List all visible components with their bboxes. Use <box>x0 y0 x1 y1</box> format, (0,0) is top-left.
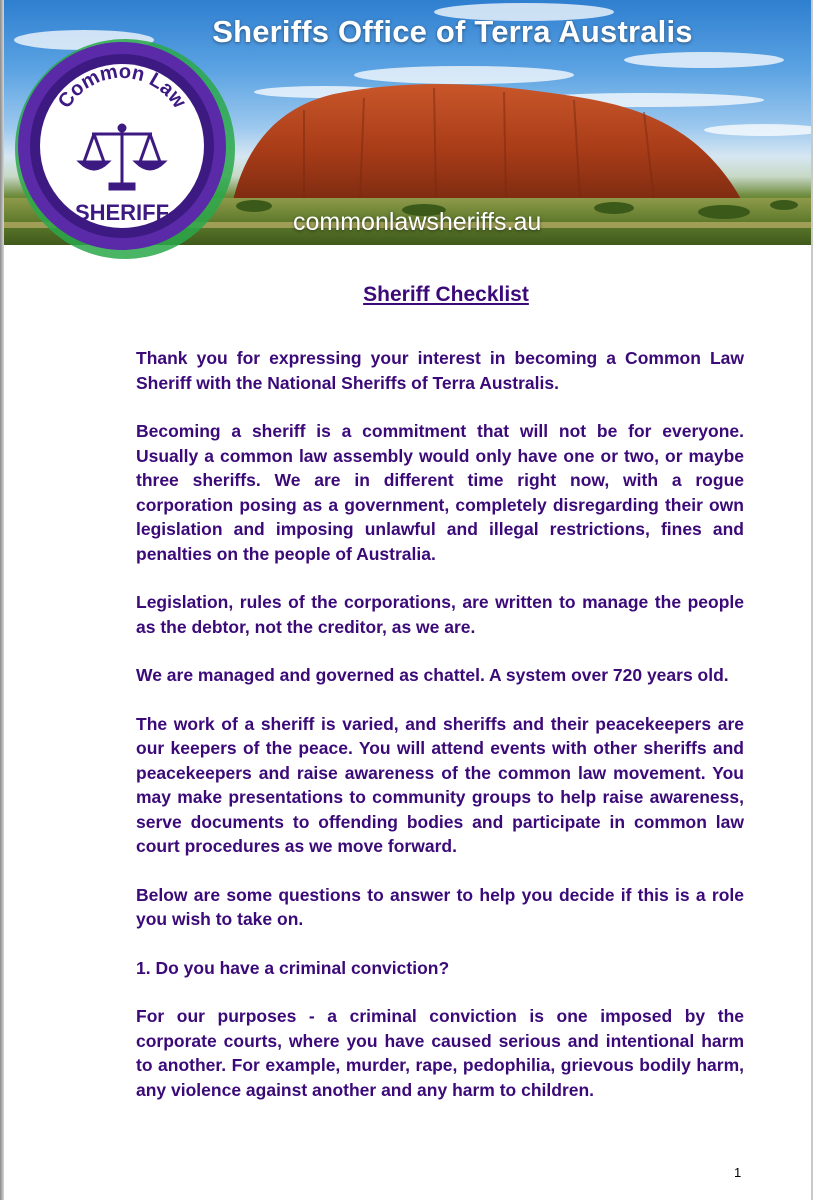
banner-url: commonlawsheriffs.au <box>293 208 542 236</box>
paragraph-chattel: We are managed and governed as chattel. A system over 720 years old. <box>136 665 729 685</box>
paragraph-legislation: Legislation, rules of the corporations, are written to manage the people as the debtor, not the creditor, as we are. <box>136 592 744 637</box>
paragraph-questions-intro: Below are some questions to answer to help you decide if this is a role you wish to take on. <box>136 884 744 929</box>
paragraph-work: The work of a sheriff is varied, and sheriffs and their peacekeepers are our keepers of the peace. You will attend events with other sheriffs and peacekeepers and raise awareness of the common law movement. You may make presentations to community groups to help raise awareness, serve documents to offending bodies and participate in common law court procedures as we move forward. <box>136 713 744 856</box>
page-number: 1 <box>734 1165 742 1180</box>
common-law-sheriff-logo <box>12 36 238 262</box>
document-title: Sheriff Checklist <box>363 283 529 306</box>
logo-top-text: Common Law <box>53 60 191 113</box>
question-1: 1. Do you have a criminal conviction? <box>136 957 450 978</box>
paragraph-commitment: Becoming a sheriff is a commitment that will not be for everyone. Usually a common law assembly would only have one or two, or maybe three sheriffs. We are in different time right now, with a rogue corporation posing as a government, completely disregarding their own legislation and imposing unlawful and illegal restrictions, fines and penalties on the people of Australia. <box>136 421 744 564</box>
paragraph-intro: Thank you for expressing your interest in becoming a Common Law Sheriff with the National Sheriffs of Terra Australis. <box>136 348 744 393</box>
document-body <box>136 282 744 1126</box>
logo-bottom-text: SHERIFF <box>74 200 170 225</box>
banner-title: Sheriffs Office of Terra Australis <box>212 14 693 49</box>
paragraph-conviction-definition: For our purposes - a criminal conviction is one imposed by the corporate courts, where you have caused serious and intentional harm to another. For example, murder, rape, pedophilia, grievous bodily harm, any violence against another and any harm to children. <box>136 1006 744 1100</box>
